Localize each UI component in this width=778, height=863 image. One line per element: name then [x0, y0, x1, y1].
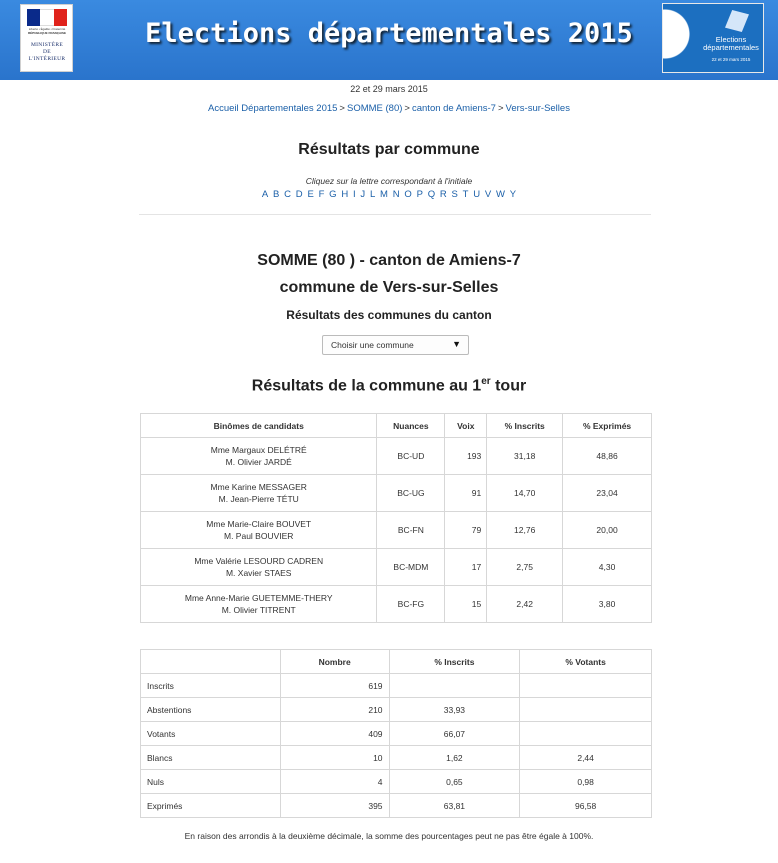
- alphabet-index: [0, 189, 778, 200]
- pct-exprimes-cell: 4,30: [563, 549, 652, 586]
- pct-inscrits-cell: 14,70: [487, 475, 563, 512]
- alphabet-letter-link[interactable]: A: [261, 189, 269, 200]
- site-title: Elections départementales 2015: [145, 18, 633, 49]
- count-cell: 210: [280, 698, 389, 722]
- pct-exprimes-cell: 48,86: [563, 438, 652, 475]
- column-header: [141, 650, 281, 674]
- page-title: Résultats par commune: [298, 141, 480, 158]
- alphabet-letter-link[interactable]: D: [295, 189, 303, 200]
- candidate-pair: Mme Anne-Marie GUETEMME-THERY M. Olivier TITRENT: [141, 586, 377, 623]
- pct-votants-cell: 96,58: [520, 794, 652, 818]
- pct-inscrits-cell: 12,76: [487, 512, 563, 549]
- column-header: % Votants: [520, 650, 652, 674]
- votes-cell: 17: [445, 549, 487, 586]
- votes-cell: 79: [445, 512, 487, 549]
- alphabet-letter-link[interactable]: J: [360, 189, 366, 200]
- votes-cell: 91: [445, 475, 487, 512]
- alphabet-letter-link[interactable]: G: [329, 189, 337, 200]
- location-commune: commune de Vers-sur-Selles: [279, 279, 499, 296]
- table-row: [141, 698, 652, 722]
- pct-inscrits-cell: 63,81: [389, 794, 520, 818]
- table-header-row: [141, 650, 652, 674]
- alphabet-letter-link[interactable]: F: [318, 189, 325, 200]
- row-label: Inscrits: [141, 674, 281, 698]
- alphabet-letter-link[interactable]: S: [451, 189, 458, 200]
- votes-cell: 15: [445, 586, 487, 623]
- alphabet-letter-link[interactable]: O: [404, 189, 412, 200]
- row-label: Votants: [141, 722, 281, 746]
- alphabet-letter-link[interactable]: E: [307, 189, 314, 200]
- rounding-footnote: En raison des arrondis à la deuxième décimale, la somme des pourcentages peut ne pas être égale à 100%.: [184, 831, 594, 841]
- alphabet-letter-link[interactable]: H: [341, 189, 349, 200]
- ballot-icon: [725, 10, 749, 32]
- column-header: % Inscrits: [389, 650, 520, 674]
- table-row: [141, 549, 652, 586]
- pct-inscrits-cell: 66,07: [389, 722, 520, 746]
- table-row: [141, 586, 652, 623]
- count-cell: 409: [280, 722, 389, 746]
- nuance-cell: BC-UD: [377, 438, 445, 475]
- pct-votants-cell: 0,98: [520, 770, 652, 794]
- pct-inscrits-cell: [389, 674, 520, 698]
- participation-table: [140, 649, 652, 818]
- votes-cell: 193: [445, 438, 487, 475]
- alphabet-letter-link[interactable]: I: [353, 189, 356, 200]
- candidate-pair: Mme Valérie LESOURD CADREN M. Xavier STAES: [141, 549, 377, 586]
- column-header: % Inscrits: [487, 414, 563, 438]
- nuance-cell: BC-FG: [377, 586, 445, 623]
- row-label: Nuls: [141, 770, 281, 794]
- pct-inscrits-cell: 2,42: [487, 586, 563, 623]
- table-row: [141, 770, 652, 794]
- pct-inscrits-cell: 33,93: [389, 698, 520, 722]
- table-row: [141, 746, 652, 770]
- election-dates: 22 et 29 mars 2015: [350, 84, 428, 94]
- alphabet-letter-link[interactable]: P: [416, 189, 423, 200]
- alphabet-letter-link[interactable]: M: [380, 189, 388, 200]
- pct-inscrits-cell: 0,65: [389, 770, 520, 794]
- alphabet-letter-link[interactable]: V: [484, 189, 492, 200]
- count-cell: 10: [280, 746, 389, 770]
- alphabet-letter-link[interactable]: Y: [509, 189, 517, 200]
- breadcrumb-commune[interactable]: Vers-sur-Selles: [505, 103, 570, 114]
- count-cell: 395: [280, 794, 389, 818]
- breadcrumb-separator: >: [497, 103, 504, 114]
- breadcrumb-separator: >: [404, 103, 410, 114]
- pct-votants-cell: [520, 722, 652, 746]
- table-row: [141, 438, 652, 475]
- column-header: % Exprimés: [563, 414, 652, 438]
- pct-exprimes-cell: 23,04: [563, 475, 652, 512]
- nuance-cell: BC-UG: [377, 475, 445, 512]
- alphabet-letter-link[interactable]: R: [439, 189, 447, 200]
- breadcrumb-home[interactable]: Accueil Départementales 2015: [208, 103, 338, 114]
- breadcrumb-canton[interactable]: canton de Amiens-7: [411, 103, 496, 114]
- alphabet-letter-link[interactable]: C: [284, 189, 292, 200]
- candidate-pair: Mme Karine MESSAGER M. Jean-Pierre TÉTU: [141, 475, 377, 512]
- pct-exprimes-cell: 3,80: [563, 586, 652, 623]
- alphabet-letter-link[interactable]: L: [369, 189, 376, 200]
- breadcrumb-department[interactable]: SOMME (80): [346, 103, 403, 114]
- pct-votants-cell: [520, 698, 652, 722]
- table-row: [141, 512, 652, 549]
- pct-votants-cell: 2,44: [520, 746, 652, 770]
- commune-select-value: Choisir une commune: [331, 340, 414, 350]
- round-results-title: Résultats de la commune au 1er tour: [251, 376, 527, 395]
- elections-logo[interactable]: [662, 3, 764, 73]
- table-header-row: [141, 414, 652, 438]
- ministry-logo-motto: Liberté • Égalité • Fraternité RÉPUBLIQUE FRANÇAISE: [27, 27, 66, 35]
- column-header: Binômes de candidats: [141, 414, 377, 438]
- breadcrumb-separator: >: [339, 103, 345, 114]
- divider: [139, 214, 651, 215]
- chevron-down-icon: ▼: [452, 339, 461, 349]
- candidate-pair: Mme Marie-Claire BOUVET M. Paul BOUVIER: [141, 512, 377, 549]
- candidate-pair: Mme Margaux DELÉTRÉ M. Olivier JARDÉ: [141, 438, 377, 475]
- table-row: [141, 674, 652, 698]
- table-row: [141, 475, 652, 512]
- alphabet-letter-link[interactable]: Q: [427, 189, 436, 200]
- alphabet-instruction: Cliquez sur la lettre correspondant à l'initiale: [305, 176, 473, 186]
- row-label: Abstentions: [141, 698, 281, 722]
- marianne-icon: [663, 4, 697, 73]
- column-header: Voix: [445, 414, 487, 438]
- column-header: Nuances: [377, 414, 445, 438]
- site-header: [0, 0, 778, 80]
- location-title: [0, 247, 778, 301]
- canton-results-heading: Résultats des communes du canton: [286, 308, 492, 322]
- ministry-logo-text: MINISTÈRE DE L'INTÉRIEUR: [28, 42, 66, 62]
- pct-votants-cell: [520, 674, 652, 698]
- nuance-cell: BC-MDM: [377, 549, 445, 586]
- alphabet-letter-link[interactable]: U: [473, 189, 481, 200]
- alphabet-letter-link[interactable]: W: [496, 189, 505, 200]
- row-label: Blancs: [141, 746, 281, 770]
- pct-inscrits-cell: 31,18: [487, 438, 563, 475]
- commune-select[interactable]: [322, 335, 469, 355]
- nuance-cell: BC-FN: [377, 512, 445, 549]
- count-cell: 4: [280, 770, 389, 794]
- alphabet-letter-link[interactable]: N: [392, 189, 400, 200]
- alphabet-letter-link[interactable]: B: [273, 189, 280, 200]
- table-row: [141, 794, 652, 818]
- row-label: Exprimés: [141, 794, 281, 818]
- breadcrumb: [0, 103, 778, 114]
- column-header: Nombre: [280, 650, 389, 674]
- candidates-table: [140, 413, 652, 623]
- pct-exprimes-cell: 20,00: [563, 512, 652, 549]
- pct-inscrits-cell: 2,75: [487, 549, 563, 586]
- location-department-canton: SOMME (80 ) - canton de Amiens-7: [257, 252, 521, 269]
- alphabet-letter-link[interactable]: T: [462, 189, 469, 200]
- table-row: [141, 722, 652, 746]
- elections-logo-dates: 22 et 29 mars 2015: [711, 57, 751, 62]
- pct-inscrits-cell: 1,62: [389, 746, 520, 770]
- count-cell: 619: [280, 674, 389, 698]
- elections-logo-text: Elections départementales: [703, 35, 759, 52]
